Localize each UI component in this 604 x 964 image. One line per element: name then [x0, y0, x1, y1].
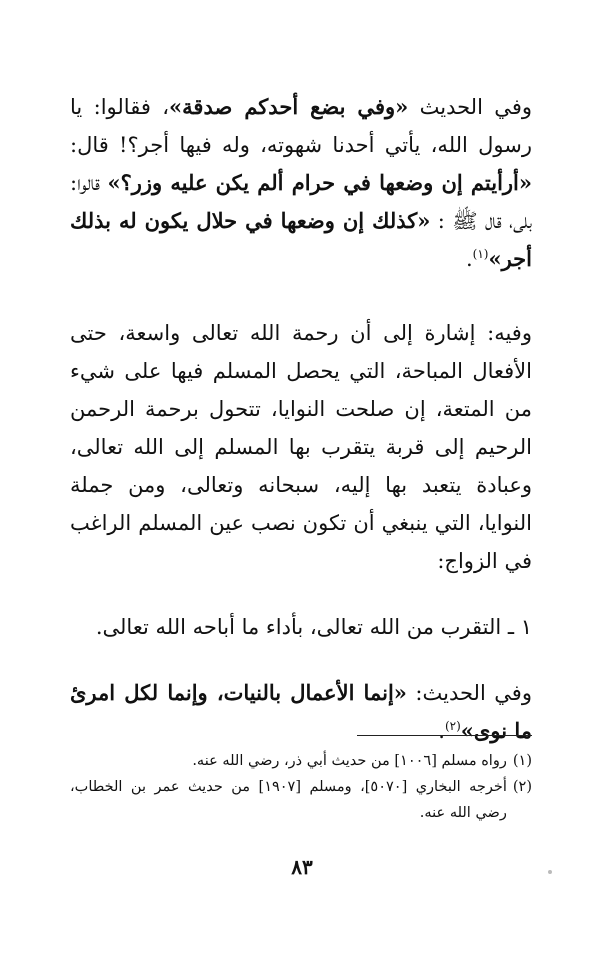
- text-span: ، فقالوا: يا رسول الله، يأتي أحدنا شهوته، وله فيها أجر؟! قال:: [70, 95, 532, 157]
- footnotes: [70, 748, 532, 826]
- footnote-1: [70, 748, 532, 774]
- scan-speck: [548, 870, 552, 874]
- footnote-number: (١): [512, 753, 532, 769]
- text-span: .: [465, 247, 473, 271]
- paragraph-hadith-2: [70, 674, 532, 750]
- footnote-number: (٢): [512, 779, 532, 795]
- text-span: قالوا: بلى، قال ﷺ :: [70, 171, 532, 233]
- text-span: وفي الحديث: [408, 95, 532, 119]
- paragraph-hadith-1: [70, 88, 532, 278]
- footnote-ref-1[interactable]: (١): [472, 247, 489, 261]
- hadith-quote: «إنما الأعمال بالنيات، وإنما لكل امرئ ما نوى»: [70, 680, 532, 743]
- paragraph-point-1: ١ ـ التقرب من الله تعالى، بأداء ما أباحه الله تعالى.: [95, 615, 532, 639]
- footnote-2: [70, 774, 532, 826]
- paragraph-explanation: وفيه: إشارة إلى أن رحمة الله تعالى واسعة، حتى الأفعال المباحة، التي يحصل المسلم فيها على شيء من المتعة، إن صلحت النوايا، تتحول برحمة الرحمن الرحيم إلى قربة يتقرب بها المسلم إلى الله تعالى، وعبادة يتعبد بها إليه، سبحانه وتعالى، ومن جملة النوايا، التي ينبغي أن تكون نصب عين المسلم الراغب في الزواج:: [70, 321, 532, 573]
- hadith-quote: «كذلك إن وضعها في حلال يكون له بذلك أجر»: [70, 208, 532, 271]
- footnote-ref-2[interactable]: (٢): [444, 719, 461, 733]
- text-span: وفي الحديث:: [406, 681, 532, 705]
- hadith-quote: «وفي بضع أحدكم صدقة»: [169, 94, 409, 119]
- page-number: ٨٣: [291, 855, 313, 879]
- footnote-text: أخرجه البخاري [٥٠٧٠]، ومسلم [١٩٠٧] من حديث عمر بن الخطاب، رضي الله عنه.: [70, 779, 507, 821]
- hadith-quote: «أرأيتم إن وضعها في حرام ألم يكن عليه وزر؟»: [107, 170, 532, 195]
- footnote-divider: [357, 735, 532, 736]
- footnote-text: رواه مسلم [١٠٠٦] من حديث أبي ذر، رضي الله عنه.: [192, 753, 507, 769]
- text-span: .: [438, 719, 445, 743]
